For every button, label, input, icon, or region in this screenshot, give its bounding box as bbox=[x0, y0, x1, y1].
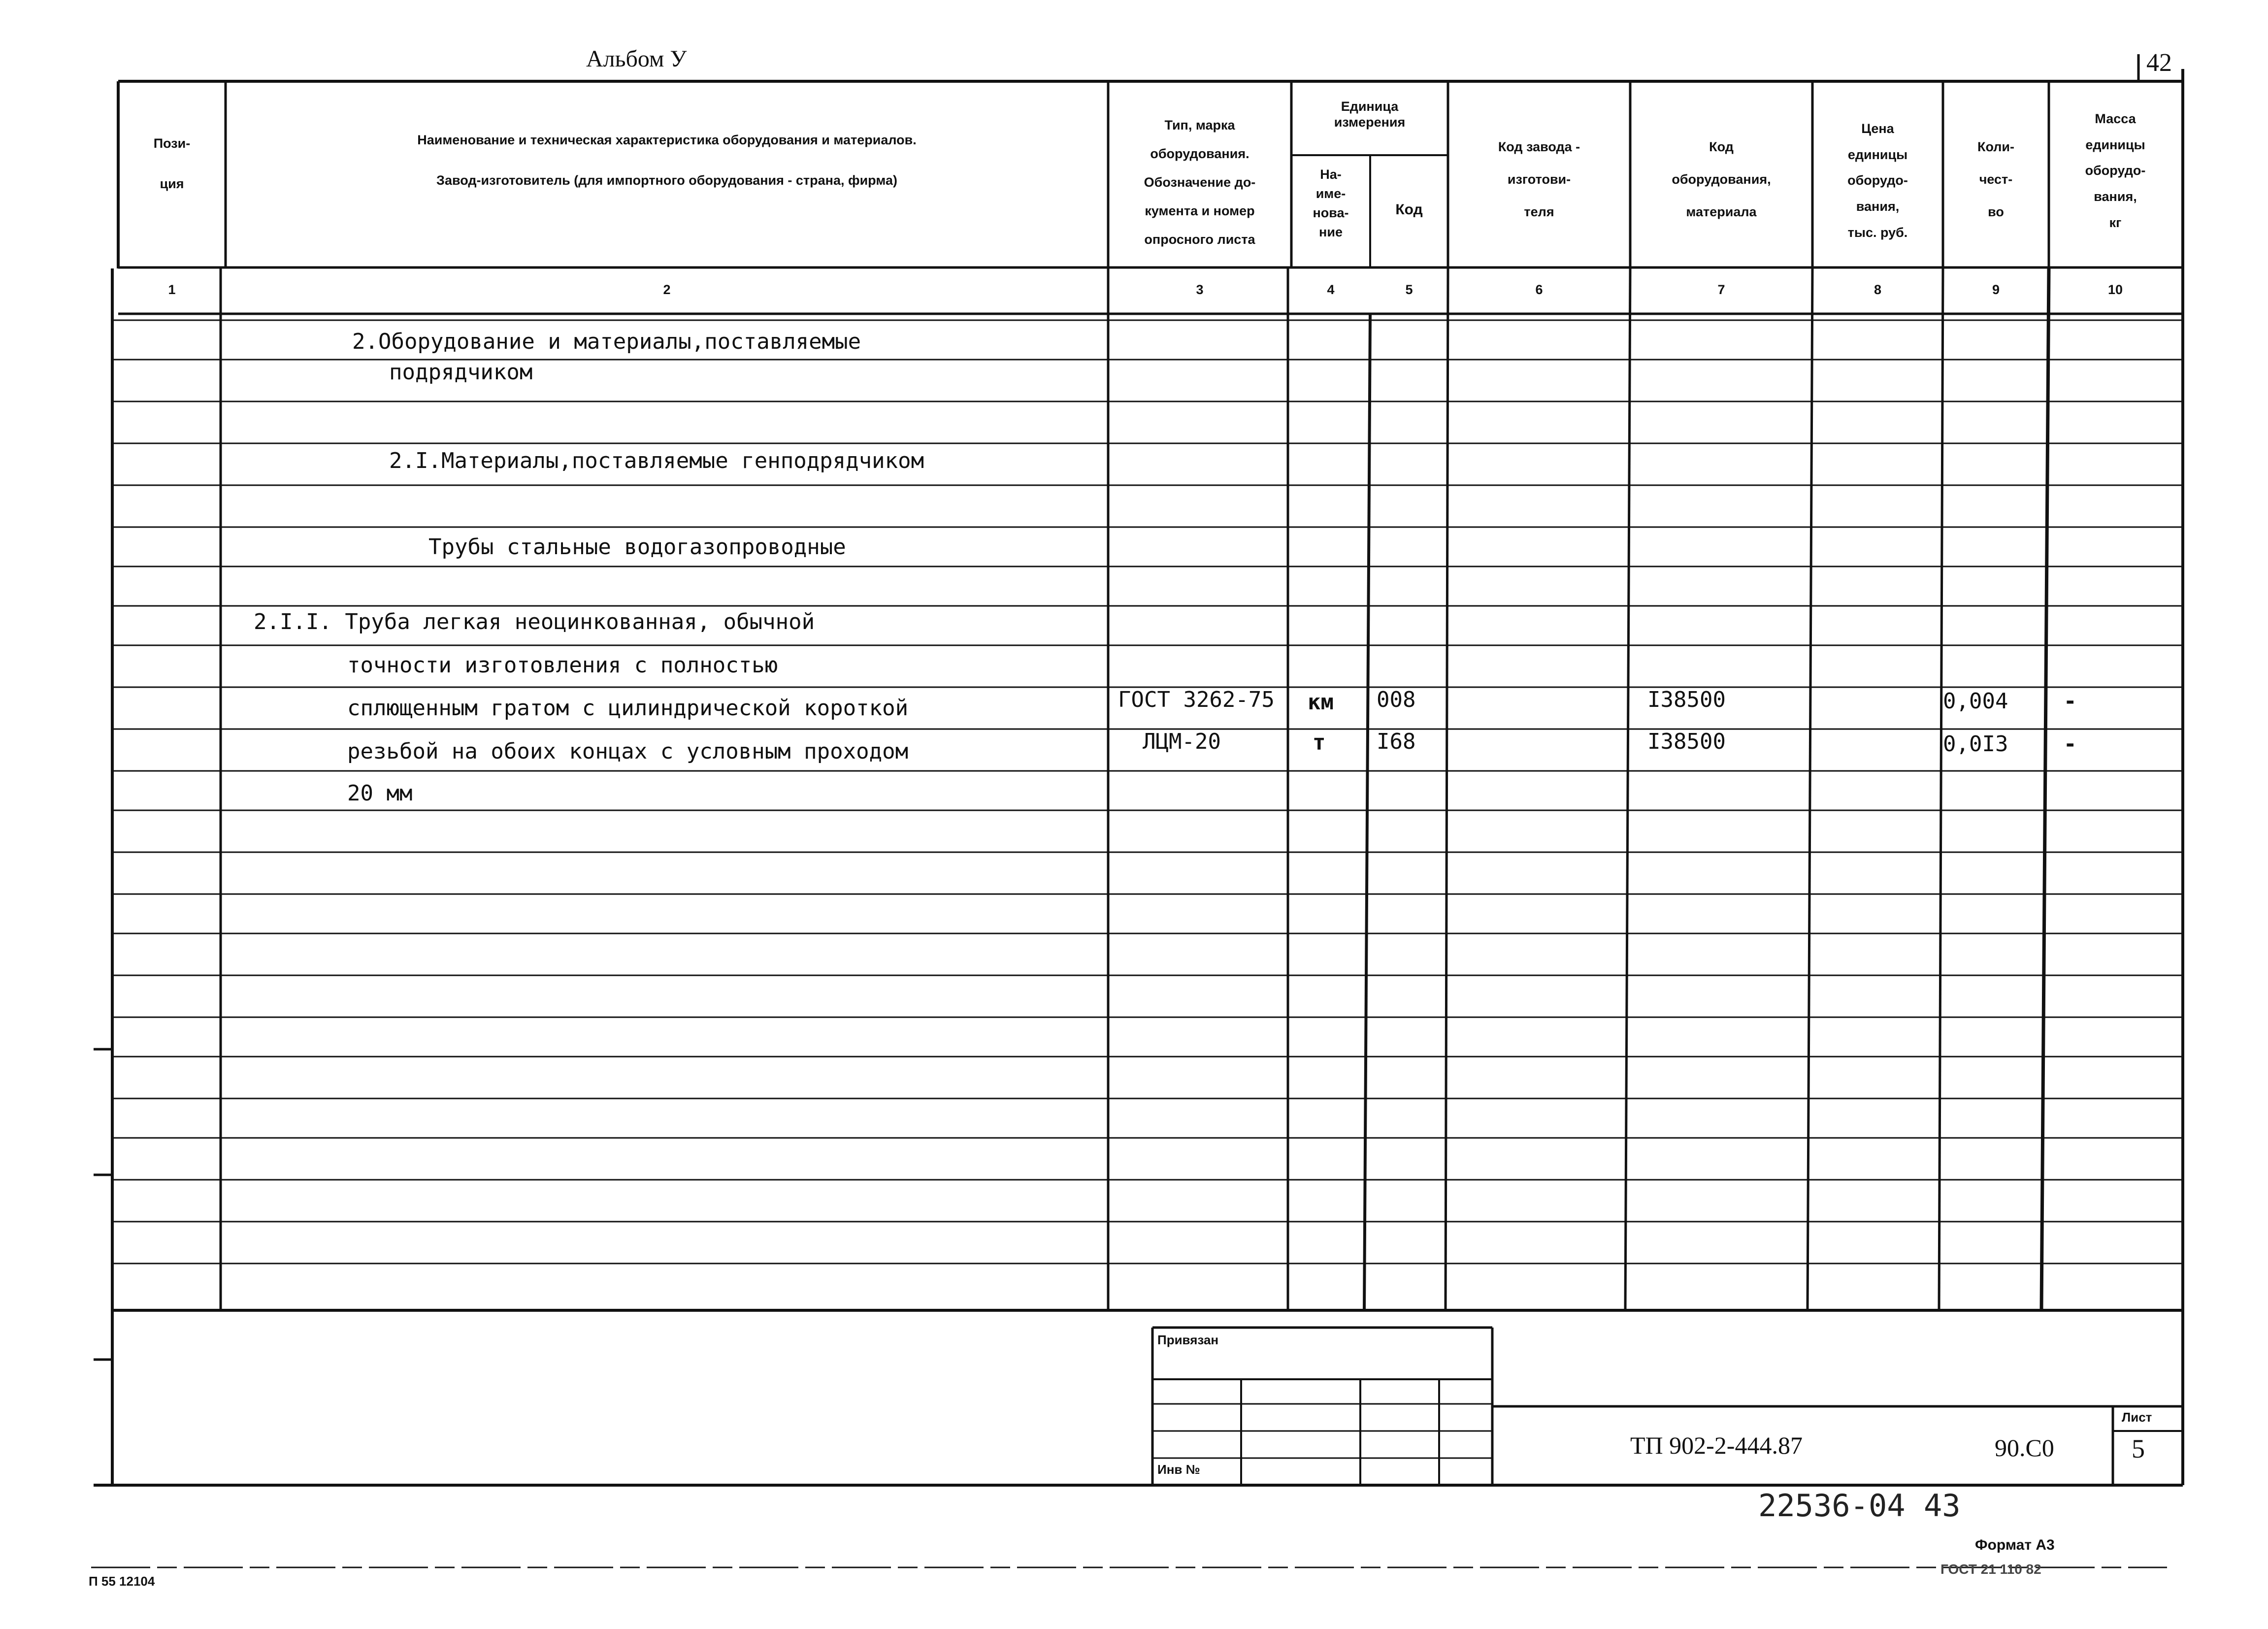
stamp-sheet-code: 90.С0 bbox=[1995, 1434, 2054, 1462]
column-number: 4 bbox=[1327, 282, 1335, 297]
item-description-line: 20 мм bbox=[347, 781, 413, 806]
header-text: Обозначение до- bbox=[1144, 175, 1256, 190]
header-text: Масса bbox=[2095, 111, 2136, 126]
mass-2: - bbox=[2064, 731, 2077, 757]
column-number: 2 bbox=[663, 282, 671, 297]
section-title-cont: подрядчиком bbox=[389, 360, 533, 385]
header-text: кг bbox=[2109, 215, 2122, 230]
quantity-2: 0,0I3 bbox=[1943, 731, 2008, 757]
header-unit-code: Код bbox=[1395, 201, 1423, 218]
header-text: Единица bbox=[1341, 99, 1399, 114]
item-mark: ЛЦМ-20 bbox=[1143, 729, 1221, 754]
header-text: во bbox=[1988, 204, 2004, 220]
handwritten-number: 22536-04 43 bbox=[1758, 1488, 1961, 1524]
header-text: оборудования, bbox=[1672, 172, 1771, 187]
format-label: Формат А3 bbox=[1975, 1537, 2055, 1553]
header-text: материала bbox=[1686, 204, 1757, 220]
header-text: оборудо- bbox=[1847, 173, 1908, 188]
header-text: Тип, марка bbox=[1164, 118, 1235, 133]
material-code-1: I38500 bbox=[1647, 687, 1726, 712]
header-text: Завод-изготовитель (для импортного оборудования - страна, фирма) bbox=[436, 173, 897, 188]
header-mass bbox=[2049, 106, 2182, 235]
header-text: Коли- bbox=[1977, 139, 2015, 154]
header-text: единицы bbox=[2085, 137, 2145, 152]
header-factory-code bbox=[1448, 131, 1630, 228]
item-gost: ГОСТ 3262-75 bbox=[1118, 687, 1275, 712]
material-code-2: I38500 bbox=[1647, 729, 1726, 754]
album-title: Альбом У bbox=[586, 46, 687, 72]
header-text: теля bbox=[1524, 204, 1554, 220]
header-quantity bbox=[1943, 131, 2049, 228]
item-description-line: точности изготовления с полностью bbox=[347, 653, 778, 678]
header-text: име- bbox=[1315, 186, 1346, 201]
header-position bbox=[118, 135, 226, 192]
header-equipment-code bbox=[1630, 131, 1812, 228]
header-text: опросного листа bbox=[1144, 232, 1255, 247]
group-title: Трубы стальные водогазопроводные bbox=[428, 534, 846, 560]
column-number: 1 bbox=[168, 282, 176, 297]
header-text: изготови- bbox=[1507, 172, 1571, 187]
header-text: единицы bbox=[1847, 147, 1908, 162]
column-number: 9 bbox=[1992, 282, 2000, 297]
header-text: измерения bbox=[1334, 115, 1406, 130]
header-text: Код bbox=[1709, 139, 1734, 154]
subsection-title: 2.I.Материалы,поставляемые генподрядчиком bbox=[389, 448, 924, 473]
header-text: вания, bbox=[1856, 199, 1900, 214]
column-number: 10 bbox=[2107, 282, 2123, 297]
header-text: кумента и номер bbox=[1145, 203, 1255, 219]
header-text: Цена bbox=[1861, 121, 1894, 136]
header-text: На- bbox=[1320, 167, 1342, 182]
header-text: чест- bbox=[1979, 172, 2013, 187]
header-text: оборудования. bbox=[1150, 146, 1249, 162]
corner-page-number: 42 bbox=[2146, 49, 2172, 77]
stamp-privyazan: Привязан bbox=[1157, 1332, 1219, 1347]
column-number: 5 bbox=[1405, 282, 1413, 297]
header-text: Код завода - bbox=[1498, 139, 1580, 154]
stamp-list-label: Лист bbox=[2122, 1410, 2152, 1425]
section-title: 2.Оборудование и материалы,поставляемые bbox=[352, 329, 861, 354]
stamp-list-number: 5 bbox=[2132, 1434, 2145, 1463]
column-number: 6 bbox=[1535, 282, 1543, 297]
header-text: тыс. руб. bbox=[1847, 225, 1908, 240]
header-text: нова- bbox=[1313, 205, 1349, 221]
header-text: оборудо- bbox=[2085, 163, 2146, 178]
mass-1: - bbox=[2064, 689, 2077, 714]
quantity-1: 0,004 bbox=[1943, 689, 2008, 714]
header-text: ция bbox=[160, 176, 184, 192]
header-text: вания, bbox=[2094, 189, 2137, 204]
item-description-line: сплющенным гратом с цилиндрической короткой bbox=[347, 696, 909, 721]
unit-name-2: т bbox=[1313, 730, 1326, 755]
bottom-left-code: П 55 12104 bbox=[89, 1574, 155, 1589]
header-text: Пози- bbox=[153, 136, 191, 151]
unit-code-1: 008 bbox=[1377, 687, 1416, 712]
header-text: Наименование и техническая характеристика оборудования и материалов. bbox=[417, 133, 917, 147]
header-name bbox=[226, 132, 1108, 189]
header-price bbox=[1812, 116, 1943, 245]
item-description-line: 2.I.I. Труба легкая неоцинкованная, обычной bbox=[254, 609, 815, 634]
stamp-inventory-number: Инв № bbox=[1157, 1462, 1200, 1477]
header-type-mark bbox=[1108, 111, 1291, 254]
stamp-document-code: ТП 902-2-444.87 bbox=[1630, 1431, 1803, 1459]
header-unit-name bbox=[1291, 165, 1370, 242]
gost-label: ГОСТ 21 110 82 bbox=[1940, 1562, 2041, 1577]
column-number: 8 bbox=[1874, 282, 1882, 297]
unit-name-1: км bbox=[1308, 690, 1334, 715]
header-unit-group bbox=[1291, 99, 1448, 131]
unit-code-2: I68 bbox=[1377, 729, 1416, 754]
column-number: 7 bbox=[1717, 282, 1725, 297]
header-text: ние bbox=[1319, 225, 1343, 240]
column-number: 3 bbox=[1196, 282, 1204, 297]
item-description-line: резьбой на обоих концах с условным проходом bbox=[347, 739, 909, 764]
